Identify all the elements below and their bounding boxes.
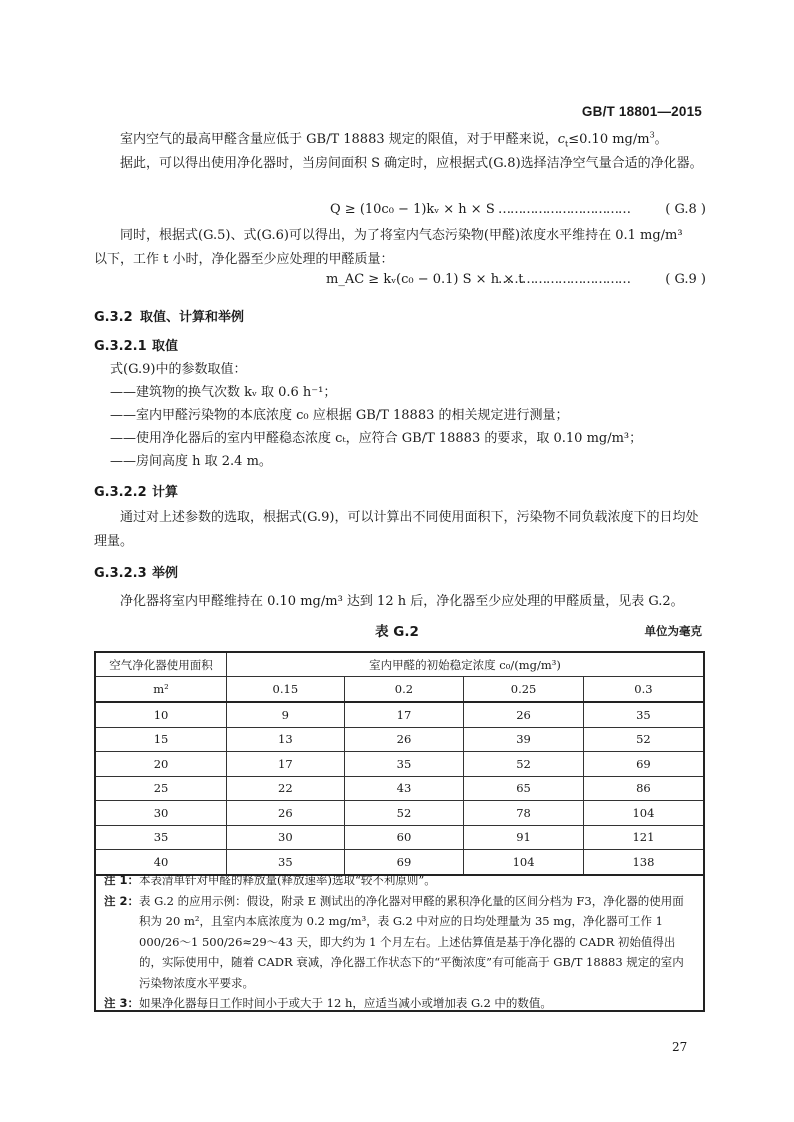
table-row xyxy=(95,825,704,850)
value-cell: 26 xyxy=(344,727,464,752)
sup-3: 3 xyxy=(649,130,655,140)
parameter-intro: 式(G.9)中的参数取值： xyxy=(110,362,247,377)
value-cell: 78 xyxy=(464,801,584,826)
section-title: 取值 xyxy=(152,339,179,354)
parameter-item: ——使用净化器后的室内甲醛稳态浓度 cₜ，应符合 GB/T 18883 的要求，取 0.10 mg/m³； xyxy=(110,431,643,446)
sub-t: t xyxy=(565,139,569,149)
value-cell: 138 xyxy=(583,850,704,875)
formaldehyde-table xyxy=(94,651,705,876)
formula-expression: m_AC ≥ kᵥ(c₀ − 0.1) S × h × t xyxy=(326,272,524,287)
section-number: G.3.2.2 xyxy=(94,485,147,500)
formula-leader-dots: …………………………… xyxy=(498,272,630,287)
paragraph-end: 。 xyxy=(654,132,668,147)
value-cell: 17 xyxy=(227,752,345,777)
note-label: 注 1： xyxy=(104,873,140,887)
value-cell: 35 xyxy=(344,752,464,777)
table-title: 表 G.2 xyxy=(375,624,419,640)
column-header: 0.2 xyxy=(344,677,464,703)
paragraph-text: 室内空气的最高甲醛含量应低于 GB/T 18883 规定的限值，对于甲醛来说， xyxy=(120,132,558,147)
value-cell: 26 xyxy=(227,801,345,826)
table-note xyxy=(104,891,695,994)
standard-code: GB/T 18801—2015 xyxy=(581,104,702,119)
table-row xyxy=(95,702,704,727)
value-cell: 52 xyxy=(583,727,704,752)
table-unit: 单位为毫克 xyxy=(644,624,702,638)
table-row xyxy=(95,752,704,777)
note-text: 本表清单针对甲醛的释放量(释放速率)选取“较不利原则”。 xyxy=(139,873,436,887)
table-note xyxy=(104,993,695,1014)
value-cell: 35 xyxy=(227,850,345,875)
section-number: G.3.2.1 xyxy=(94,339,147,354)
paragraph-mass-line2: 以下，工作 t 小时，净化器至少应处理的甲醛质量： xyxy=(94,252,394,267)
value-cell: 26 xyxy=(464,702,584,727)
value-cell: 60 xyxy=(344,825,464,850)
column-header: 0.3 xyxy=(583,677,704,703)
section-heading-g321 xyxy=(94,335,178,354)
formula-expression: Q ≥ (10c₀ − 1)kᵥ × h × S xyxy=(330,202,495,217)
value-cell: 65 xyxy=(464,776,584,801)
value-cell: 69 xyxy=(344,850,464,875)
section-number: G.3.2.3 xyxy=(94,566,147,581)
value-cell: 30 xyxy=(227,825,345,850)
note-label: 注 3： xyxy=(104,996,140,1010)
value-cell: 104 xyxy=(464,850,584,875)
formula-g9 xyxy=(94,272,706,292)
table-row xyxy=(95,776,704,801)
value-cell: 39 xyxy=(464,727,584,752)
value-cell: 86 xyxy=(583,776,704,801)
section-heading-g323 xyxy=(94,562,178,581)
value-cell: 35 xyxy=(583,702,704,727)
paragraph-mass-line1: 同时，根据式(G.5)、式(G.6)可以得出，为了将室内气态污染物(甲醛)浓度水平维持在 0.1 mg/m³ xyxy=(120,228,683,243)
table-row xyxy=(95,727,704,752)
note-text: 表 G.2 的应用示例：假设，附录 E 测试出的净化器对甲醛的累积净化量的区间分档为 F3，净化器的使用面积为 20 m²，且室内本底浓度为 0.2 mg/m³，表 G.2 中对应的日均处理量为 35 mg，净化器可工作 1 000/26～1 500/26≈29～43 天，即大约为 1 个月左右。上述估算值是基于净化器的 CADR 初始值得出的，实际使用中，随着 CADR 衰减，净化器工作状态下的“平衡浓度”有可能高于 GB/T 18883 规定的室内污染物浓度水平要求。 xyxy=(139,893,684,990)
value-cell: 69 xyxy=(583,752,704,777)
value-cell: 52 xyxy=(344,801,464,826)
table-row xyxy=(95,801,704,826)
value-cell: 9 xyxy=(227,702,345,727)
table-header-row xyxy=(95,652,704,677)
section-title: 计算 xyxy=(152,485,179,500)
area-cell: 40 xyxy=(95,850,227,875)
value-cell: 104 xyxy=(583,801,704,826)
area-cell: 35 xyxy=(95,825,227,850)
formula-g8 xyxy=(94,202,706,222)
page-number: 27 xyxy=(672,1040,688,1054)
area-unit-header: m² xyxy=(95,677,227,703)
area-cell: 10 xyxy=(95,702,227,727)
value-cell: 43 xyxy=(344,776,464,801)
area-cell: 15 xyxy=(95,727,227,752)
area-header: 空气净化器使用面积 xyxy=(95,652,227,677)
note-text: 如果净化器每日工作时间小于或大于 12 h，应适当减小或增加表 G.2 中的数值。 xyxy=(139,996,552,1010)
concentration-group-header: 室内甲醛的初始稳定浓度 c₀/(mg/m³) xyxy=(227,652,704,677)
section-heading-g322 xyxy=(94,481,178,500)
value-cell: 52 xyxy=(464,752,584,777)
value-cell: 17 xyxy=(344,702,464,727)
area-cell: 25 xyxy=(95,776,227,801)
value-cell: 22 xyxy=(227,776,345,801)
paragraph-tail: ≤0.10 mg/m xyxy=(568,132,650,147)
paragraph-calculation: 通过对上述参数的选取，根据式(G.9)，可以计算出不同使用面积下，污染物不同负载浓度下的日均处理量。 xyxy=(94,510,699,549)
value-cell: 121 xyxy=(583,825,704,850)
area-cell: 30 xyxy=(95,801,227,826)
area-cell: 20 xyxy=(95,752,227,777)
section-number: G.3.2 xyxy=(94,310,133,325)
table-notes xyxy=(94,866,705,1012)
table-note xyxy=(104,870,695,891)
paragraph-limit xyxy=(94,128,706,152)
parameter-item: ——室内甲醛污染物的本底浓度 c₀ 应根据 GB/T 18883 的相关规定进行测量； xyxy=(110,408,569,423)
formula-label: ( G.8 ) xyxy=(665,202,706,217)
note-label: 注 2： xyxy=(104,893,140,908)
formula-label: ( G.9 ) xyxy=(665,272,706,287)
parameter-item: ——建筑物的换气次数 kᵥ 取 0.6 h⁻¹； xyxy=(110,385,337,400)
paragraph-select-purifier: 据此，可以得出使用净化器时，当房间面积 S 确定时，应根据式(G.8)选择洁净空气量合适的净化器。 xyxy=(120,156,703,171)
var-c: c xyxy=(557,132,566,147)
column-header: 0.15 xyxy=(227,677,345,703)
section-heading-g32 xyxy=(94,306,244,325)
value-cell: 13 xyxy=(227,727,345,752)
column-header: 0.25 xyxy=(464,677,584,703)
section-title: 取值、计算和举例 xyxy=(140,310,245,325)
table-subheader-row xyxy=(95,677,704,703)
section-title: 举例 xyxy=(152,566,179,581)
parameter-item: ——房间高度 h 取 2.4 m。 xyxy=(110,454,272,469)
paragraph-example: 净化器将室内甲醛维持在 0.10 mg/m³ 达到 12 h 后，净化器至少应处理的甲醛质量，见表 G.2。 xyxy=(120,594,684,609)
value-cell: 91 xyxy=(464,825,584,850)
formula-leader-dots: …………………………… xyxy=(498,202,630,217)
